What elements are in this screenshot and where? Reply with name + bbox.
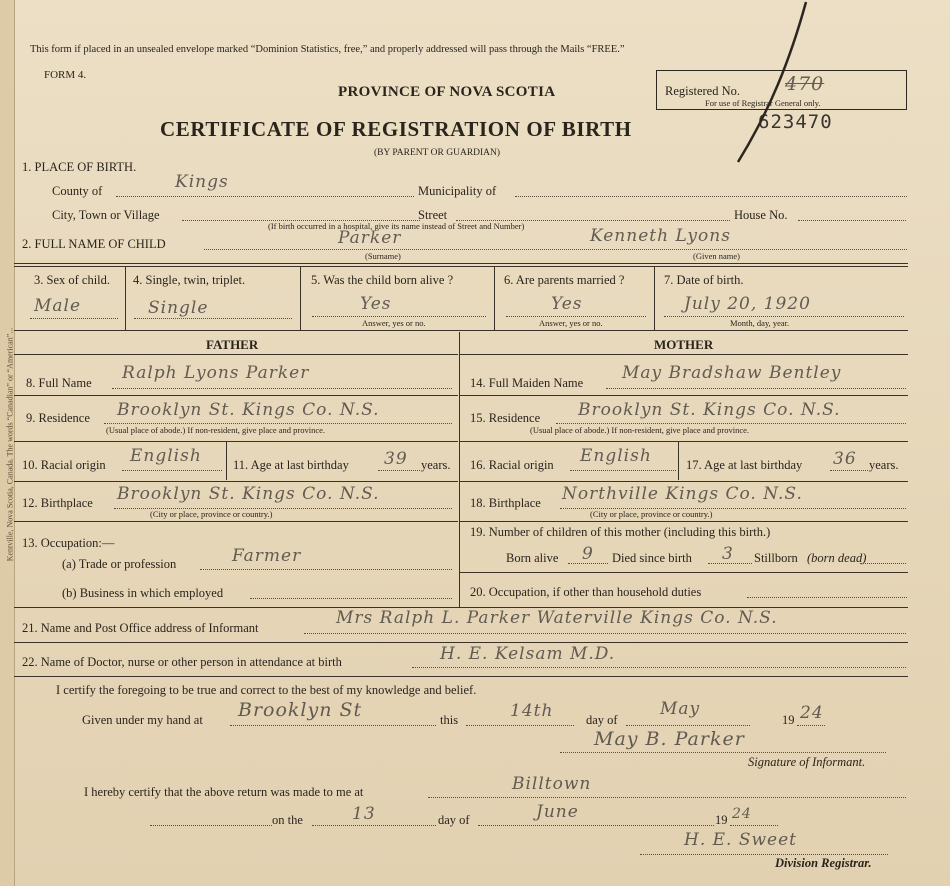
father-racial-label: 10. Racial origin [22,458,106,472]
father-birthplace-caption: (City or place, province or country.) [150,509,273,519]
parents-married-caption: Answer, yes or no. [539,318,603,328]
mother-birthplace-label: 18. Birthplace [470,496,541,510]
mother-heading: MOTHER [654,337,714,352]
died-value: 3 [722,544,734,564]
mother-age-value: 36 [833,449,857,469]
trade-label: (a) Trade or profession [62,557,177,571]
place-of-birth-label: 1. PLACE OF BIRTH. [22,160,137,174]
born-alive-label: 5. Was the child born alive ? [311,273,454,287]
father-age-value: 39 [384,449,408,469]
doctor-label: 22. Name of Doctor, nurse or other person in attendance at birth [22,655,342,669]
father-name-value: Ralph Lyons Parker [122,363,310,383]
parents-married-value: Yes [551,294,583,314]
registrar-year-value: 24 [732,806,752,822]
form-number: FORM 4. [44,69,87,81]
mother-residence-value: Brooklyn St. Kings Co. N.S. [578,400,841,420]
mail-notice: This form if placed in an unsealed envelope marked “Dominion Statistics, free,” and properly addressed will pass through the Mails “FREE.” [30,44,625,55]
father-residence-value: Brooklyn St. Kings Co. N.S. [117,400,380,420]
on-the-label: on the [272,813,303,827]
father-age-label: 11. Age at last birthday [233,458,349,472]
born-alive-count-label: Born alive [506,551,559,565]
father-occupation-label: 13. Occupation:— [22,536,115,550]
dob-value: July 20, 1920 [684,294,811,314]
municipality-label: Municipality of [418,184,497,198]
registrar-caption: Division Registrar. [775,856,872,870]
dob-label: 7. Date of birth. [664,273,744,287]
father-birthplace-value: Brooklyn St. Kings Co. N.S. [117,484,380,504]
registrar-statement: I hereby certify that the above return was made to me at [84,785,364,799]
father-years-label: years. [421,458,451,472]
registrar-place-value: Billtown [512,774,592,794]
registrar-signature: H. E. Sweet [684,830,797,850]
city-label: City, Town or Village [52,208,160,222]
mother-racial-value: English [580,446,652,466]
trade-value: Farmer [232,546,302,566]
business-label: (b) Business in which employed [62,586,224,600]
born-alive-value: Yes [360,294,392,314]
informant-value: Mrs Ralph L. Parker Waterville Kings Co. N.S. [336,608,778,628]
child-name-label: 2. FULL NAME OF CHILD [22,237,166,251]
certify-statement: I certify the foregoing to be true and correct to the best of my knowledge and belief. [56,683,477,697]
father-residence-label: 9. Residence [26,411,90,425]
mother-name-label: 14. Full Maiden Name [470,376,584,390]
child-given-name: Kenneth Lyons [590,226,731,246]
pen-stroke [720,0,820,170]
informant-label: 21. Name and Post Office address of Informant [22,621,259,635]
day-of-label: day of [586,713,618,727]
registered-no-label: Registered No. [665,84,740,98]
mother-birthplace-caption: (City or place, province or country.) [590,509,713,519]
father-birthplace-label: 12. Birthplace [22,496,93,510]
year-value: 24 [800,703,824,723]
father-racial-value: English [130,446,202,466]
this-label: this [440,713,459,727]
county-value: Kings [175,172,229,192]
stamp-number: 623470 [758,111,833,133]
father-name-label: 8. Full Name [26,376,92,390]
given-under-label: Given under my hand at [82,713,203,727]
single-twin-label: 4. Single, twin, triplet. [133,273,246,287]
registrar-day-of-label: day of [438,813,470,827]
single-twin-value: Single [148,298,209,318]
dob-caption: Month, day, year. [730,318,790,328]
mother-residence-caption: (Usual place of abode.) If non-resident, give place and province. [530,425,750,435]
registered-no-value: 470 [785,73,825,95]
hospital-note: (If birth occurred in a hospital, give its name instead of Street and Number) [268,221,525,231]
registrar-day-value: 13 [352,804,376,824]
children-count-label: 19. Number of children of this mother (including this birth.) [470,525,771,539]
born-alive-count-value: 9 [582,544,594,564]
given-place-value: Brooklyn St [238,699,363,721]
registrar-month-value: June [536,802,579,822]
registrar-year-prefix: 19 [715,813,728,827]
page-title: CERTIFICATE OF REGISTRATION OF BIRTH [160,117,632,141]
month-value: May [660,699,701,719]
sex-label: 3. Sex of child. [34,273,111,287]
page-subtitle: (BY PARENT OR GUARDIAN) [374,148,501,158]
mother-residence-label: 15. Residence [470,411,541,425]
mother-years-label: years. [869,458,899,472]
street-label: Street [418,208,448,222]
born-alive-caption: Answer, yes or no. [362,318,426,328]
registrar-use-note: For use of Registrar General only. [705,98,821,108]
parents-married-label: 6. Are parents married ? [504,273,625,287]
informant-signature: May B. Parker [594,728,745,750]
mother-racial-label: 16. Racial origin [470,458,554,472]
surname-caption: (Surname) [365,251,401,261]
margin-text: Kentville, Nova Scotia, Canada. The words “Canadian” or “American”... [5,327,15,562]
mother-age-label: 17. Age at last birthday [686,458,803,472]
stillborn-label: Stillborn [754,551,798,565]
child-surname: Parker [338,228,402,248]
mother-name-value: May Bradshaw Bentley [622,363,842,383]
sex-value: Male [34,296,82,316]
signature-caption: Signature of Informant. [748,755,866,769]
province-heading: PROVINCE OF NOVA SCOTIA [338,84,556,100]
this-day-value: 14th [510,701,554,721]
father-residence-caption: (Usual place of abode.) If non-resident, give place and province. [106,425,326,435]
mother-birthplace-value: Northville Kings Co. N.S. [562,484,803,504]
father-heading: FATHER [206,337,259,352]
left-margin-strip [0,0,15,886]
doctor-value: H. E. Kelsam M.D. [440,644,616,664]
house-no-label: House No. [734,208,788,222]
year-prefix: 19 [782,713,795,727]
died-label: Died since birth [612,551,692,565]
stillborn-note: (born dead) [807,551,867,565]
county-label: County of [52,184,103,198]
mother-occupation-label: 20. Occupation, if other than household duties [470,585,702,599]
given-caption: (Given name) [693,251,740,261]
